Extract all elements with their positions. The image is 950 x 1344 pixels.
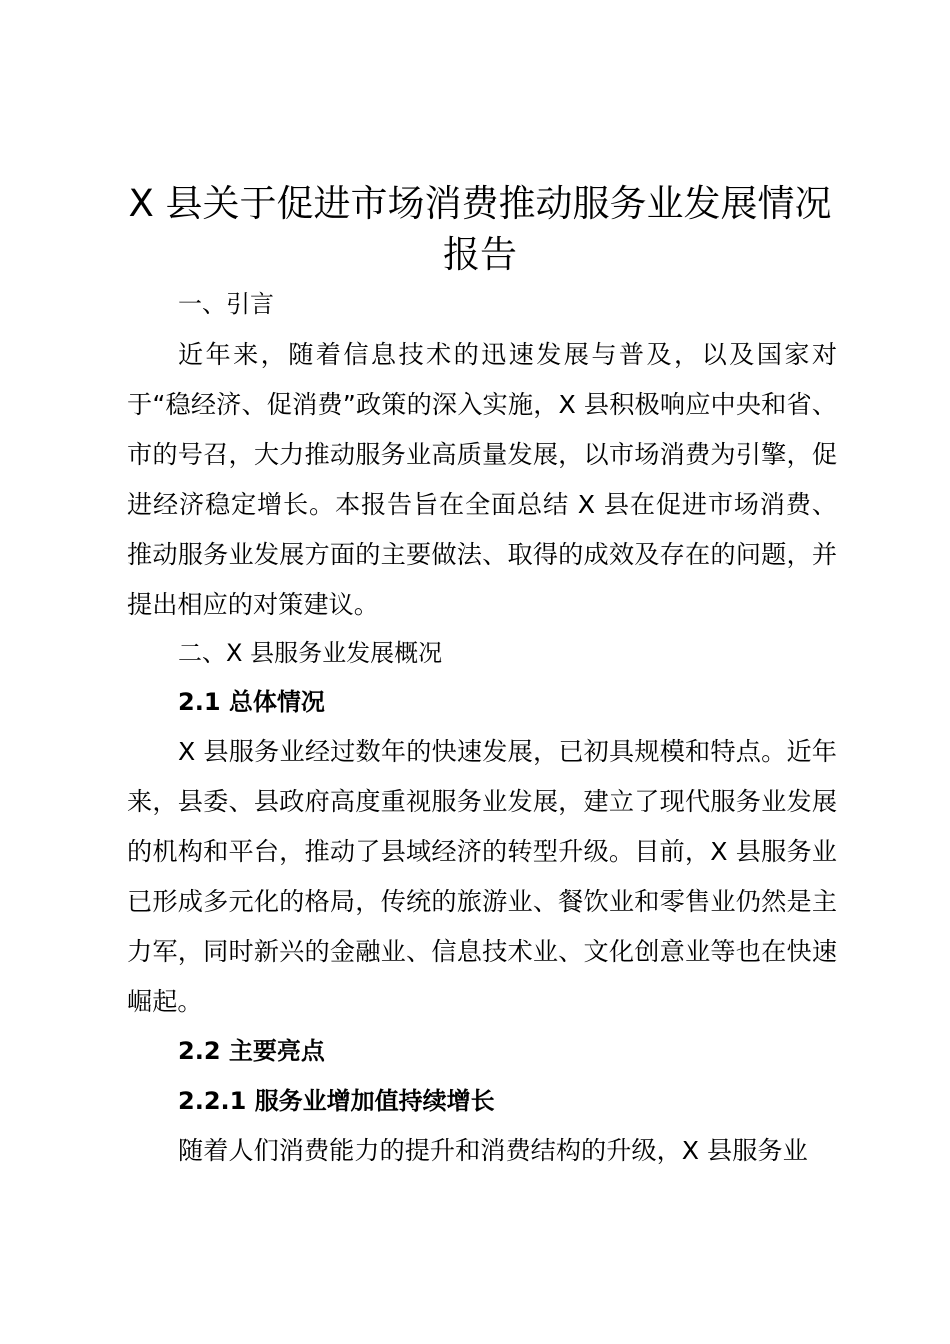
subsection-heading-highlights: 2.2 主要亮点: [178, 1037, 325, 1065]
document-title: X 县关于促进市场消费推动服务业发展情况报告: [128, 182, 832, 276]
paragraph-introduction: 近年来，随着信息技术的迅速发展与普及，以及国家对于“稳经济、促消费”政策的深入实施，X 县积极响应中央和省、市的号召，大力推动服务业高质量发展，以市场消费为引擎，促进经济稳定增长。本报告旨在全面总结 X 县在促进市场消费、推动服务业发展方面的主要做法、取得的成效及存在的问题，并提出相应的对策建议。: [127, 340, 837, 619]
section-heading-introduction: 一、引言: [178, 290, 274, 318]
paragraph-general: X 县服务业经过数年的快速发展，已初具规模和特点。近年来，县委、县政府高度重视服务业发展，建立了现代服务业发展的机构和平台，推动了县域经济的转型升级。目前，X 县服务业已形成多元化的格局，传统的旅游业、餐饮业和零售业仍然是主力军，同时新兴的金融业、信息技术业、文化创意业等也在快速崛起。: [127, 737, 837, 1016]
section-heading-overview: 二、X 县服务业发展概况: [178, 639, 443, 667]
subsubsection-heading-growth: 2.2.1 服务业增加值持续增长: [178, 1087, 495, 1115]
subsection-heading-general: 2.1 总体情况: [178, 688, 325, 716]
paragraph-growth: 随着人们消费能力的提升和消费结构的升级，X 县服务业: [178, 1136, 808, 1165]
